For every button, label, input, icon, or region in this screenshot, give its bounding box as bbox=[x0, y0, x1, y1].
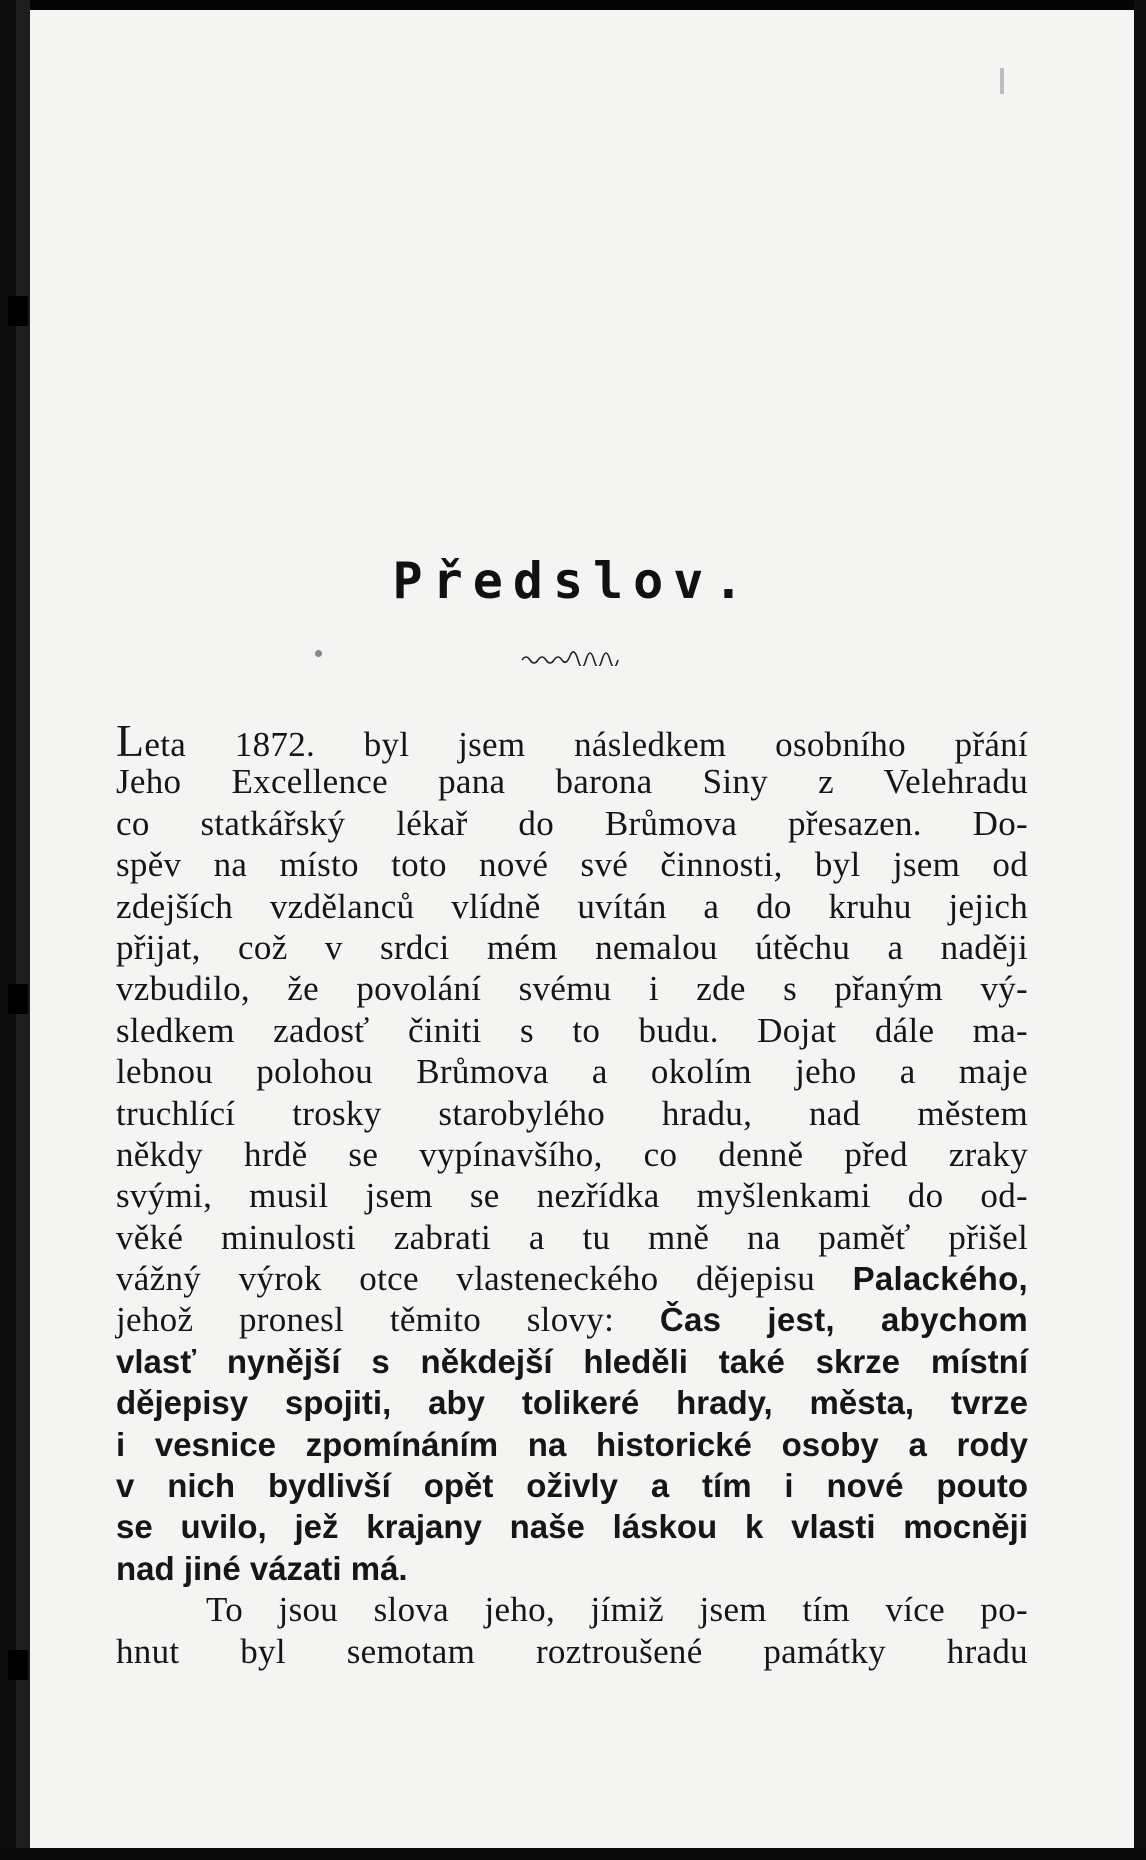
text-line: vzbudilo, že povolání svému i zde s přaným vý- bbox=[116, 969, 1028, 1009]
text-line: To jsou slova jeho, jímiž jsem tím více po- bbox=[206, 1590, 1028, 1630]
scan-edge-left bbox=[0, 0, 16, 1860]
text-line: hnut byl semotam roztroušené památky hradu bbox=[116, 1631, 1028, 1671]
quote-line: dějepisy spojiti, aby tolikeré hrady, města, tvrze bbox=[116, 1384, 1028, 1422]
binding-notch bbox=[8, 1650, 28, 1680]
quote-line: vlasť nynější s někdejší hleděli také skrze místní bbox=[116, 1342, 1028, 1380]
quote-line: v nich bydlivší opět oživly a tím i nové pouto bbox=[116, 1467, 1028, 1505]
emphasized-name: Palackého, bbox=[852, 1260, 1028, 1298]
text-line: truchlící trosky starobylého hradu, nad městem bbox=[116, 1093, 1028, 1133]
text-line: lebnou polohou Brůmova a okolím jeho a maje bbox=[116, 1052, 1028, 1092]
binding-notch bbox=[8, 296, 28, 326]
text-line: sledkem zadosť činiti s to budu. Dojat dále ma- bbox=[116, 1010, 1028, 1050]
quote-line: i vesnice zpomínáním na historické osoby a rody bbox=[116, 1425, 1028, 1463]
scan-edge-top bbox=[0, 0, 1146, 10]
text-line: jehož pronesl těmito slovy: Čas jest, abychom bbox=[116, 1300, 1028, 1340]
text-line: spěv na místo toto nové své činnosti, byl jsem od bbox=[116, 845, 1028, 885]
text-line: zdejších vzdělanců vlídně uvítán a do kruhu jejich bbox=[116, 886, 1028, 926]
text-line: někdy hrdě se vypínavšího, co denně před zraky bbox=[116, 1134, 1028, 1174]
text-line: věké minulosti zabrati a tu mně na paměť přišel bbox=[116, 1217, 1028, 1257]
text-line: přijat, což v srdci mém nemalou útěchu a naději bbox=[116, 927, 1028, 967]
wavy-ornament-divider bbox=[520, 650, 620, 666]
scan-edge-left-shadow bbox=[16, 0, 30, 1860]
text-line: Jeho Excellence pana barona Siny z Velehradu bbox=[116, 762, 1028, 802]
scan-blemish bbox=[315, 650, 322, 657]
page-title: Předslov. bbox=[392, 552, 754, 610]
binding-notch bbox=[8, 984, 28, 1014]
quote-line: se uvilo, jež krajany naše láskou k vlasti mocněji bbox=[116, 1508, 1028, 1546]
initial-letter: L bbox=[116, 715, 145, 766]
scan-blemish bbox=[1000, 68, 1004, 94]
text-line: svými, musil jsem se nezřídka myšlenkami do od- bbox=[116, 1176, 1028, 1216]
quote-start: Čas jest, abychom bbox=[659, 1301, 1028, 1339]
text-line: Leta 1872. byl jsem následkem osobního přání bbox=[116, 715, 1028, 766]
scan-edge-bottom bbox=[0, 1848, 1146, 1860]
preface-text bbox=[116, 715, 1028, 1672]
quote-line-last: nad jiné vázati má. bbox=[116, 1549, 408, 1587]
scan-edge-right bbox=[1134, 0, 1146, 1860]
text-line: co statkářský lékař do Brůmova přesazen. Do- bbox=[116, 803, 1028, 843]
text-line: vážný výrok otce vlasteneckého dějepisu Palackého, bbox=[116, 1259, 1028, 1299]
